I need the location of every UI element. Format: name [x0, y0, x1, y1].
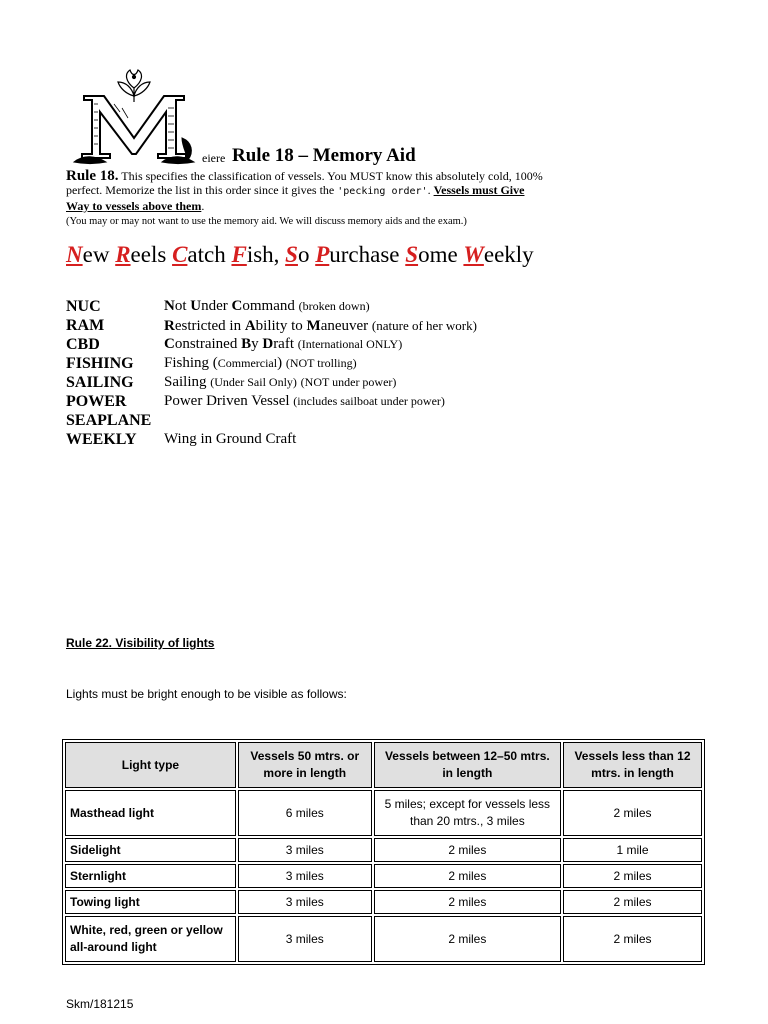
- class-desc-text: Wing in Ground Craft: [164, 431, 297, 447]
- intro-paragraph: [66, 169, 546, 229]
- class-desc-note: (NOT trolling): [285, 356, 357, 370]
- class-desc-text: Sailing: [164, 374, 211, 390]
- class-row-nuc: [66, 297, 586, 316]
- mnemonic-cap: W: [463, 242, 484, 267]
- table-cell: 2 miles: [563, 916, 702, 962]
- class-abbr: WEEKLY: [66, 431, 137, 448]
- column-header: Vessels 50 mtrs. or more in length: [238, 742, 372, 788]
- mnemonic-rest: ome: [418, 242, 464, 267]
- class-abbr: NUC: [66, 298, 101, 315]
- intro-text-3: .: [201, 199, 205, 213]
- class-abbr: FISHING: [66, 355, 134, 372]
- mnemonic-rest: eekly: [483, 242, 534, 267]
- class-desc-bold: D: [262, 336, 274, 352]
- table-cell: 6 miles: [238, 790, 372, 836]
- class-desc-bold: B: [241, 336, 252, 352]
- class-desc-note: (broken down): [298, 299, 370, 313]
- mnemonic-rest: atch: [187, 242, 232, 267]
- mnemonic-cap: S: [285, 242, 298, 267]
- mnemonic-rest: o: [297, 242, 316, 267]
- class-abbr: CBD: [66, 336, 100, 353]
- mnemonic-line: [66, 242, 534, 268]
- intro-lead: Rule 18.: [66, 168, 119, 184]
- class-desc-text: ): [277, 355, 286, 371]
- class-desc: [164, 354, 357, 373]
- class-desc-bold: A: [244, 318, 256, 334]
- class-desc-bold: C: [164, 336, 175, 352]
- class-desc-note: (International ONLY): [297, 337, 403, 351]
- class-abbr: SAILING: [66, 374, 134, 391]
- class-desc: [164, 392, 445, 411]
- initial-letter: M: [70, 68, 71, 69]
- class-desc-note: (nature of her work): [371, 318, 477, 333]
- class-desc-note: (NOT under power): [300, 375, 397, 389]
- class-desc-text: nder: [201, 298, 232, 314]
- table-cell: 2 miles: [563, 790, 702, 836]
- class-desc-text: estricted in: [174, 318, 245, 334]
- mnemonic-rest: ew: [82, 242, 116, 267]
- class-row-sailing: [66, 373, 586, 392]
- class-desc-bold: U: [190, 298, 202, 314]
- class-desc-text: y: [251, 336, 263, 352]
- table-cell: White, red, green or yellow all-around light: [65, 916, 236, 962]
- rule22-intro-text: Lights must be bright enough to be visible as follows:: [66, 687, 347, 701]
- initial-m-graphic: [70, 68, 198, 166]
- table-row: [65, 890, 702, 914]
- table-cell: 2 miles: [563, 864, 702, 888]
- column-header: Light type: [65, 742, 236, 788]
- table-cell: 1 mile: [563, 838, 702, 862]
- class-desc-text: Fishing (: [164, 355, 218, 371]
- mnemonic-cap: P: [315, 242, 330, 267]
- table-cell: 3 miles: [238, 864, 372, 888]
- lights-visibility-table: [62, 739, 705, 965]
- mnemonic-rest: ish,: [246, 242, 286, 267]
- class-desc: [164, 430, 296, 449]
- class-row-seaplane: [66, 411, 586, 430]
- table-cell: 2 miles: [374, 864, 561, 888]
- table-cell: 2 miles: [374, 890, 561, 914]
- class-row-power: [66, 392, 586, 411]
- intro-note: (You may or may not want to use the memory aid. We will discuss memory aids and the exam.): [66, 216, 467, 227]
- table-cell: Sternlight: [65, 864, 236, 888]
- table-row: [65, 790, 702, 836]
- decorative-initial-m: [70, 68, 198, 166]
- table-cell: 5 miles; except for vessels less than 20 mtrs., 3 miles: [374, 790, 561, 836]
- rule22-heading: Rule 22. Visibility of lights: [66, 636, 215, 650]
- class-desc: [164, 373, 396, 392]
- mnemonic-cap: S: [405, 242, 419, 267]
- class-row-fishing: [66, 354, 586, 373]
- mnemonic-rest: urchase: [329, 242, 406, 267]
- class-desc-note: Commercial: [217, 356, 278, 370]
- mnemonic-rest: eels: [130, 242, 173, 267]
- column-header: Vessels less than 12 mtrs. in length: [563, 742, 702, 788]
- table-row: [65, 864, 702, 888]
- table-cell: 2 miles: [374, 838, 561, 862]
- class-desc-note: (includes sailboat under power): [293, 394, 445, 408]
- mnemonic-cap: F: [231, 242, 247, 267]
- class-desc-text: onstrained: [174, 336, 242, 352]
- table-cell: Towing light: [65, 890, 236, 914]
- class-row-ram: [66, 316, 586, 335]
- table-row: [65, 916, 702, 962]
- class-desc-bold: C: [231, 298, 243, 314]
- class-desc-text: Power Driven Vessel: [164, 393, 294, 409]
- class-desc-bold: R: [164, 318, 175, 334]
- class-desc-text: ommand: [242, 298, 299, 314]
- mnemonic-cap: C: [172, 242, 188, 267]
- mnemonic-cap: N: [66, 242, 83, 267]
- table-cell: 3 miles: [238, 916, 372, 962]
- table-header-row: [65, 742, 702, 788]
- footer-code: Skm/181215: [66, 997, 134, 1011]
- table-cell: 3 miles: [238, 890, 372, 914]
- class-desc: [164, 335, 402, 354]
- class-abbr: RAM: [66, 317, 105, 334]
- class-desc: [164, 316, 477, 336]
- class-desc-text: aneuver: [320, 318, 372, 334]
- table-cell: 2 miles: [374, 916, 561, 962]
- intro-text-1: This specifies the classification of vessels. You MUST know this absolutely cold, 100% perfect. Memorize the list in this order since it gives the: [66, 169, 543, 197]
- mnemonic-cap: R: [115, 242, 131, 267]
- table-cell: 2 miles: [563, 890, 702, 914]
- table-cell: 3 miles: [238, 838, 372, 862]
- table-row: [65, 838, 702, 862]
- class-desc: [164, 297, 370, 316]
- class-row-cbd: [66, 335, 586, 354]
- class-abbr: POWER: [66, 393, 127, 410]
- class-desc-text: raft: [273, 336, 298, 352]
- class-desc-bold: M: [306, 318, 321, 334]
- class-abbr: SEAPLANE: [66, 412, 152, 429]
- class-row-weekly: [66, 430, 586, 449]
- column-header: Vessels between 12–50 mtrs. in length: [374, 742, 561, 788]
- give-way-text: Vessels must Give Way to vessels above them: [66, 183, 525, 213]
- class-desc-text: bility to: [255, 318, 307, 334]
- class-desc-note: (Under Sail Only): [210, 375, 297, 389]
- class-desc-bold: N: [164, 298, 175, 314]
- class-desc-text: ot: [174, 298, 191, 314]
- title-prefix: eiere: [202, 151, 226, 165]
- table-cell: Masthead light: [65, 790, 236, 836]
- table-cell: Sidelight: [65, 838, 236, 862]
- vessel-classification-list: [66, 297, 586, 449]
- pecking-order-text: 'pecking order': [337, 186, 428, 197]
- intro-text-2: .: [427, 183, 434, 197]
- page-title: Rule 18 – Memory Aid: [232, 145, 416, 166]
- tulip-ornament-icon: [118, 70, 150, 102]
